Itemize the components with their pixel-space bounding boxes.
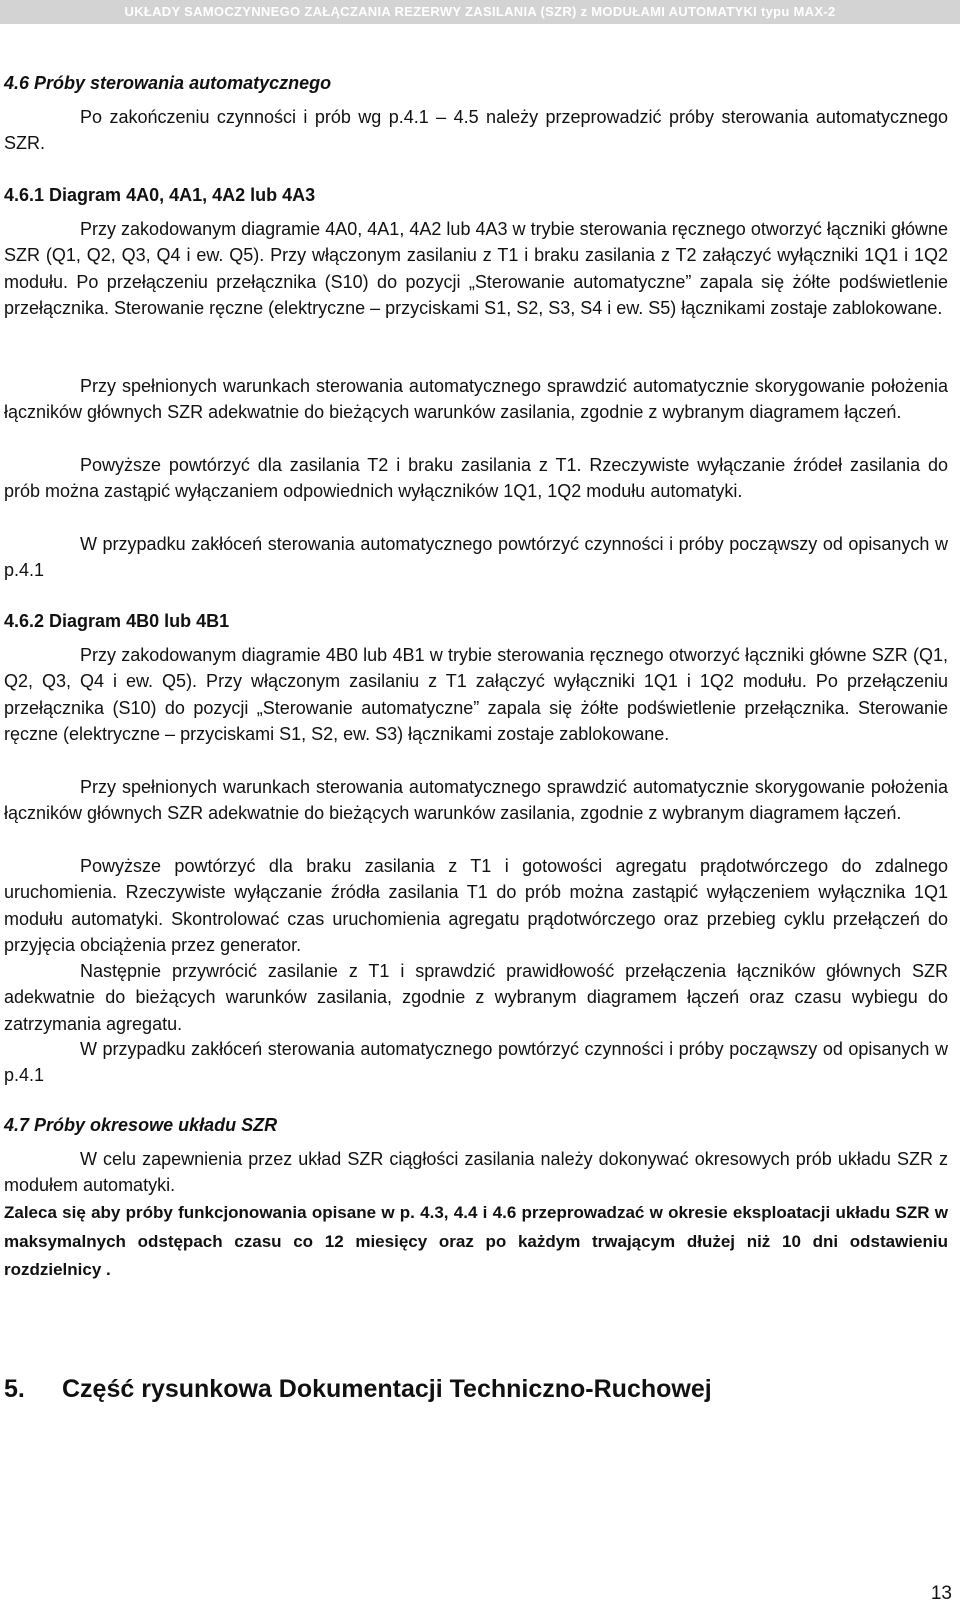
paragraph-4-6-2-2: Przy spełnionych warunkach sterowania automatycznego sprawdzić automatycznie skorygowanie położenia łączników głównych SZR adekwatnie do bieżących warunków zasilania, zgodnie z wybranym diagramem łączeń. — [4, 777, 948, 824]
section-heading-4-6: 4.6 Próby sterowania automatycznego — [4, 73, 332, 93]
running-header: UKŁADY SAMOCZYNNEGO ZAŁĄCZANIA REZERWY ZASILANIA (SZR) z MODUŁAMI AUTOMATYKI typu MAX-2 — [0, 0, 960, 24]
section-heading-4-7: 4.7 Próby okresowe układu SZR — [4, 1115, 278, 1135]
chapter-5-heading — [4, 1372, 712, 1406]
chapter-number: 5. — [4, 1375, 25, 1403]
paragraph-4-6-2-5: W przypadku zakłóceń sterowania automatycznego powtórzyć czynności i próby począwszy od opisanych w p.4.1 — [4, 1039, 948, 1086]
paragraph-4-6-1-2: Przy spełnionych warunkach sterowania automatycznego sprawdzić automatycznie skorygowanie położenia łączników głównych SZR adekwatnie do bieżących warunków zasilania, zgodnie z wybranym diagramem łączeń. — [4, 376, 948, 423]
paragraph-4-6-1-3: Powyższe powtórzyć dla zasilania T2 i braku zasilania z T1. Rzeczywiste wyłączanie źródeł zasilania do prób można zastąpić wyłączaniem odpowiednich wyłączników 1Q1, 1Q2 modułu automatyki. — [4, 455, 948, 502]
subsection-heading-4-6-2: 4.6.2 Diagram 4B0 lub 4B1 — [4, 611, 230, 631]
section-4-6-intro: Po zakończeniu czynności i prób wg p.4.1 – 4.5 należy przeprowadzić próby sterowania automatycznego SZR. — [4, 107, 948, 154]
chapter-title: Część rysunkowa Dokumentacji Techniczno-Ruchowej — [62, 1375, 712, 1403]
paragraph-4-6-2-3: Powyższe powtórzyć dla braku zasilania z T1 i gotowości agregatu prądotwórczego do zdalnego uruchomienia. Rzeczywiste wyłączanie źródła zasilania T1 do prób można zastąpić wyłączeniem wyłącznika 1Q1 modułu automatyki. Skontrolować czas uruchomienia agregatu prądotwórczego oraz przebieg cyklu przełączeń do przyjęcia obciążenia przez generator. — [4, 856, 948, 955]
paragraph-4-6-2-1: Przy zakodowanym diagramie 4B0 lub 4B1 w trybie sterowania ręcznego otworzyć łączniki główne SZR (Q1, Q2, Q3, Q4 i ew. Q5). Przy włączonym zasilaniu z T1 załączyć wyłączniki 1Q1 i 1Q2 modułu. Po przełączeniu przełącznika (S10) do pozycji „Sterowanie automatyczne” zapala się żółte podświetlenie przełącznika. Sterowanie ręczne (elektryczne – przyciskami S1, S2, ew. S3) łącznikami zostaje zablokowane. — [4, 645, 948, 744]
section-4-7-intro: W celu zapewnienia przez układ SZR ciągłości zasilania należy dokonywać okresowych prób układu SZR z modułem automatyki. — [4, 1149, 948, 1196]
paragraph-4-6-1-1: Przy zakodowanym diagramie 4A0, 4A1, 4A2 lub 4A3 w trybie sterowania ręcznego otworzyć łączniki główne SZR (Q1, Q2, Q3, Q4 i ew. Q5). Przy włączonym zasilaniu z T1 i braku zasilania z T2 załączyć wyłączniki 1Q1 i 1Q2 modułu. Po przełączeniu przełącznika (S10) do pozycji „Sterowanie automatyczne” zapala się żółte podświetlenie przełącznika. Sterowanie ręczne (elektryczne – przyciskami S1, S2, S3, S4 i ew. S5) łącznikami zostaje zablokowane. — [4, 219, 948, 318]
paragraph-4-6-2-4: Następnie przywrócić zasilanie z T1 i sprawdzić prawidłowość przełączenia łączników głównych SZR adekwatnie do bieżących warunków zasilania, zgodnie z wybranym diagramem łączeń oraz czasu wybiegu do zatrzymania agregatu. — [4, 961, 948, 1034]
page-number: 13 — [930, 1583, 952, 1604]
paragraph-4-6-1-4: W przypadku zakłóceń sterowania automatycznego powtórzyć czynności i próby począwszy od opisanych w p.4.1 — [4, 534, 948, 581]
recommendation-note: Zaleca się aby próby funkcjonowania opisane w p. 4.3, 4.4 i 4.6 przeprowadzać w okresie eksploatacji układu SZR w maksymalnych odstępach czasu co 12 miesięcy oraz po każdym trwającym dłużej niż 10 dni odstawieniu rozdzielnicy . — [4, 1203, 948, 1279]
subsection-heading-4-6-1: 4.6.1 Diagram 4A0, 4A1, 4A2 lub 4A3 — [4, 185, 316, 205]
